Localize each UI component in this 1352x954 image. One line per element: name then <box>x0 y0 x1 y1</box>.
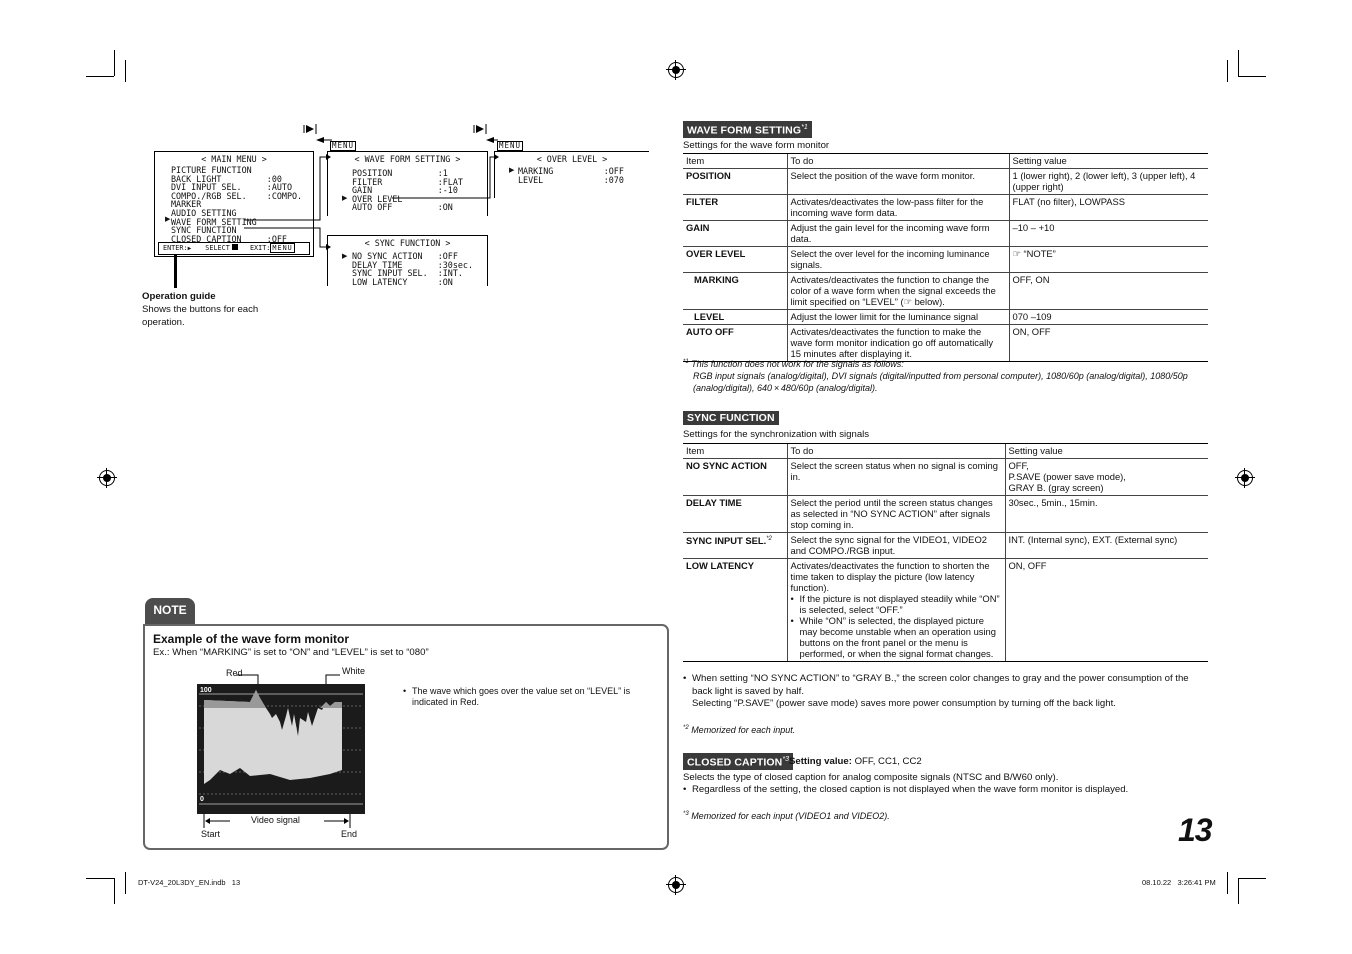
registration-mark-top <box>668 62 684 78</box>
note-example: Ex.: When “MARKING” is set to “ON” and “LEVEL” is set to “080” <box>153 647 429 658</box>
sync-heading: SYNC FUNCTION <box>683 411 779 425</box>
main-menu-cursor: ▶ <box>165 216 171 223</box>
sync-notes: • When setting “NO SYNC ACTION” to “GRAY B.,” the screen color changes to gray and the power consumption of the back light is saved by half. Selecting “P.SAVE” (power save mode) saves more power consumption by turning off the back light. <box>683 673 1208 711</box>
wave-form-heading: WAVE FORM SETTING$^{*1}$ <box>683 121 812 138</box>
col-item: Item <box>683 444 787 459</box>
table-row: MARKING Activates/deactivates the function to change the color of a wave form when the signal exceeds the limit specified on “LEVEL” (☞ below). OFF, ON <box>683 273 1208 310</box>
table-row: LOW LATENCY Activates/deactivates the function to shorten the time taken to display the picture (low latency function). • If the picture is not displayed steadily while “ON” is selected, select “OFF.” • While “ON” is selected, the displayed picture may become unstable when an operation using buttons on the front panel or the menu is performed, or when the signal format changes. ON, OFF <box>683 559 1208 662</box>
main-menu-items: PICTURE FUNCTION BACK LIGHT :00 DVI INPUT SEL. :AUTO COMPO./RGB SEL. :COMPO. MARKER AUDIO SETTING WAVE FORM SETTING SYNC FUNCTION CLOSED CAPTION :OFF <box>171 165 303 244</box>
operation-guide-bar: ENTER:▶ SELECT EXIT: MENU <box>158 242 310 255</box>
over-level-menu-title: < OVER LEVEL > <box>536 154 608 164</box>
registration-mark-bottom <box>668 877 684 893</box>
note-bullet: • The wave which goes over the value set on “LEVEL” is indicated in Red. <box>401 686 647 708</box>
table-row: GAIN Adjust the gain level for the incoming wave form data. –10 – +10 <box>683 221 1208 247</box>
label-white: White <box>342 666 366 676</box>
main-menu-title: < MAIN MENU > <box>201 154 267 164</box>
over-level-menu-items: MARKING :OFF LEVEL :070 <box>518 166 624 185</box>
start-label: Start <box>201 829 221 839</box>
footer-file-info: DT-V24_20L3DY_EN.indb 13 <box>138 878 241 887</box>
wave-form-cursor: ▶ <box>342 195 348 202</box>
table-row: NO SYNC ACTION Select the screen status when no signal is coming in. OFF, P.SAVE (power save mode), GRAY B. (gray screen) <box>683 459 1208 496</box>
table-row: SYNC INPUT SEL.$^{*2}$ Select the sync signal for the VIDEO1, VIDEO2 and COMPO./RGB input. INT. (Internal sync), EXT. (External sync) <box>683 533 1208 559</box>
col-todo: To do <box>787 154 1009 169</box>
table-row: POSITION Select the position of the wave form monitor. 1 (lower right), 2 (lower left), 3 (upper left), 4 (upper right) <box>683 169 1208 195</box>
col-value: Setting value <box>1005 444 1208 459</box>
end-label: End <box>341 829 358 839</box>
operation-guide-desc: Shows the buttons for each operation. <box>142 304 259 328</box>
menu-key-wave: MENU <box>332 141 355 150</box>
operation-guide-title: Operation guide <box>142 291 216 302</box>
wave-form-footnote: $^{*1}$ This function does not work for the signals as follows: RGB input signals (analog/digital), DVI signals (digital/inputted from personal computer), 1080/60p (analog/digital), 1080/50p (analog/digital), 640 × 480/60p (analog/digital). <box>683 359 1188 393</box>
wave-form-menu-items: POSITION :1 FILTER :FLAT GAIN :-10 OVER LEVEL AUTO OFF :ON <box>352 168 463 213</box>
wave-form-table <box>683 153 1208 362</box>
closed-caption-bullet: • Regardless of the setting, the closed caption is not displayed when the wave form monitor is displayed. <box>683 784 1208 796</box>
table-row: AUTO OFF Activates/deactivates the function to make the wave form monitor indication go off automatically 15 minutes after displaying it. ON, OFF <box>683 325 1208 362</box>
sync-intro: Settings for the synchronization with signals <box>683 429 870 440</box>
col-value: Setting value <box>1009 154 1208 169</box>
sync-menu-box <box>327 235 488 286</box>
table-row: DELAY TIME Select the period until the screen status changes as selected in “NO SYNC ACTION” after signals stop coming in. 30sec., 5min., 15min. <box>683 496 1208 533</box>
note-badge: NOTE <box>145 598 195 624</box>
sync-menu-title: < SYNC FUNCTION > <box>364 238 451 248</box>
page-number: 13 <box>1178 812 1212 848</box>
table-row: LEVEL Adjust the lower limit for the luminance signal 070 –109 <box>683 310 1208 325</box>
table-row: OVER LEVEL Select the over level for the incoming luminance signals. ☞ “NOTE” <box>683 247 1208 273</box>
col-todo: To do <box>787 444 1005 459</box>
closed-caption-desc: Selects the type of closed caption for analog composite signals (NTSC and B/W60 only). <box>683 772 1059 783</box>
sync-menu-items: NO SYNC ACTION :OFF DELAY TIME :30sec. SYNC INPUT SEL. :INT. LOW LATENCY :ON <box>352 251 474 287</box>
main-menu-box <box>154 151 314 257</box>
col-item: Item <box>683 154 787 169</box>
closed-caption-heading: CLOSED CAPTION$^{*3}$ <box>683 753 793 770</box>
wave-form-menu-title: < WAVE FORM SETTING > <box>354 154 461 164</box>
over-level-cursor: ▶ <box>509 167 515 174</box>
video-signal-label: Video signal <box>251 815 300 825</box>
footer-timestamp: 08.10.22 3:26:41 PM <box>1142 878 1216 887</box>
over-level-menu-box <box>494 151 649 198</box>
wave-form-intro: Settings for the wave form monitor <box>683 140 830 151</box>
label-red: Red <box>226 668 243 678</box>
sync-cursor: ▶ <box>342 253 348 260</box>
wave-form-menu-box <box>327 151 488 216</box>
closed-caption-footnote: $^{*3}$ Memorized for each input (VIDEO1 and VIDEO2). <box>683 811 890 821</box>
registration-mark-left <box>99 470 115 486</box>
menu-key-over: MENU <box>499 141 522 150</box>
scale-top-label: 100 <box>200 687 212 694</box>
table-row: FILTER Activates/deactivates the low-pass filter for the incoming wave form data. FLAT (no filter), LOWPASS <box>683 195 1208 221</box>
note-title: Example of the wave form monitor <box>153 632 350 646</box>
closed-caption-setting: Setting value: OFF, CC1, CC2 <box>789 756 922 767</box>
registration-mark-right <box>1237 470 1253 486</box>
sync-footnote: $^{*2}$ Memorized for each input. <box>683 725 796 735</box>
sync-table <box>683 443 1208 662</box>
scale-bottom-label: 0 <box>200 796 204 803</box>
